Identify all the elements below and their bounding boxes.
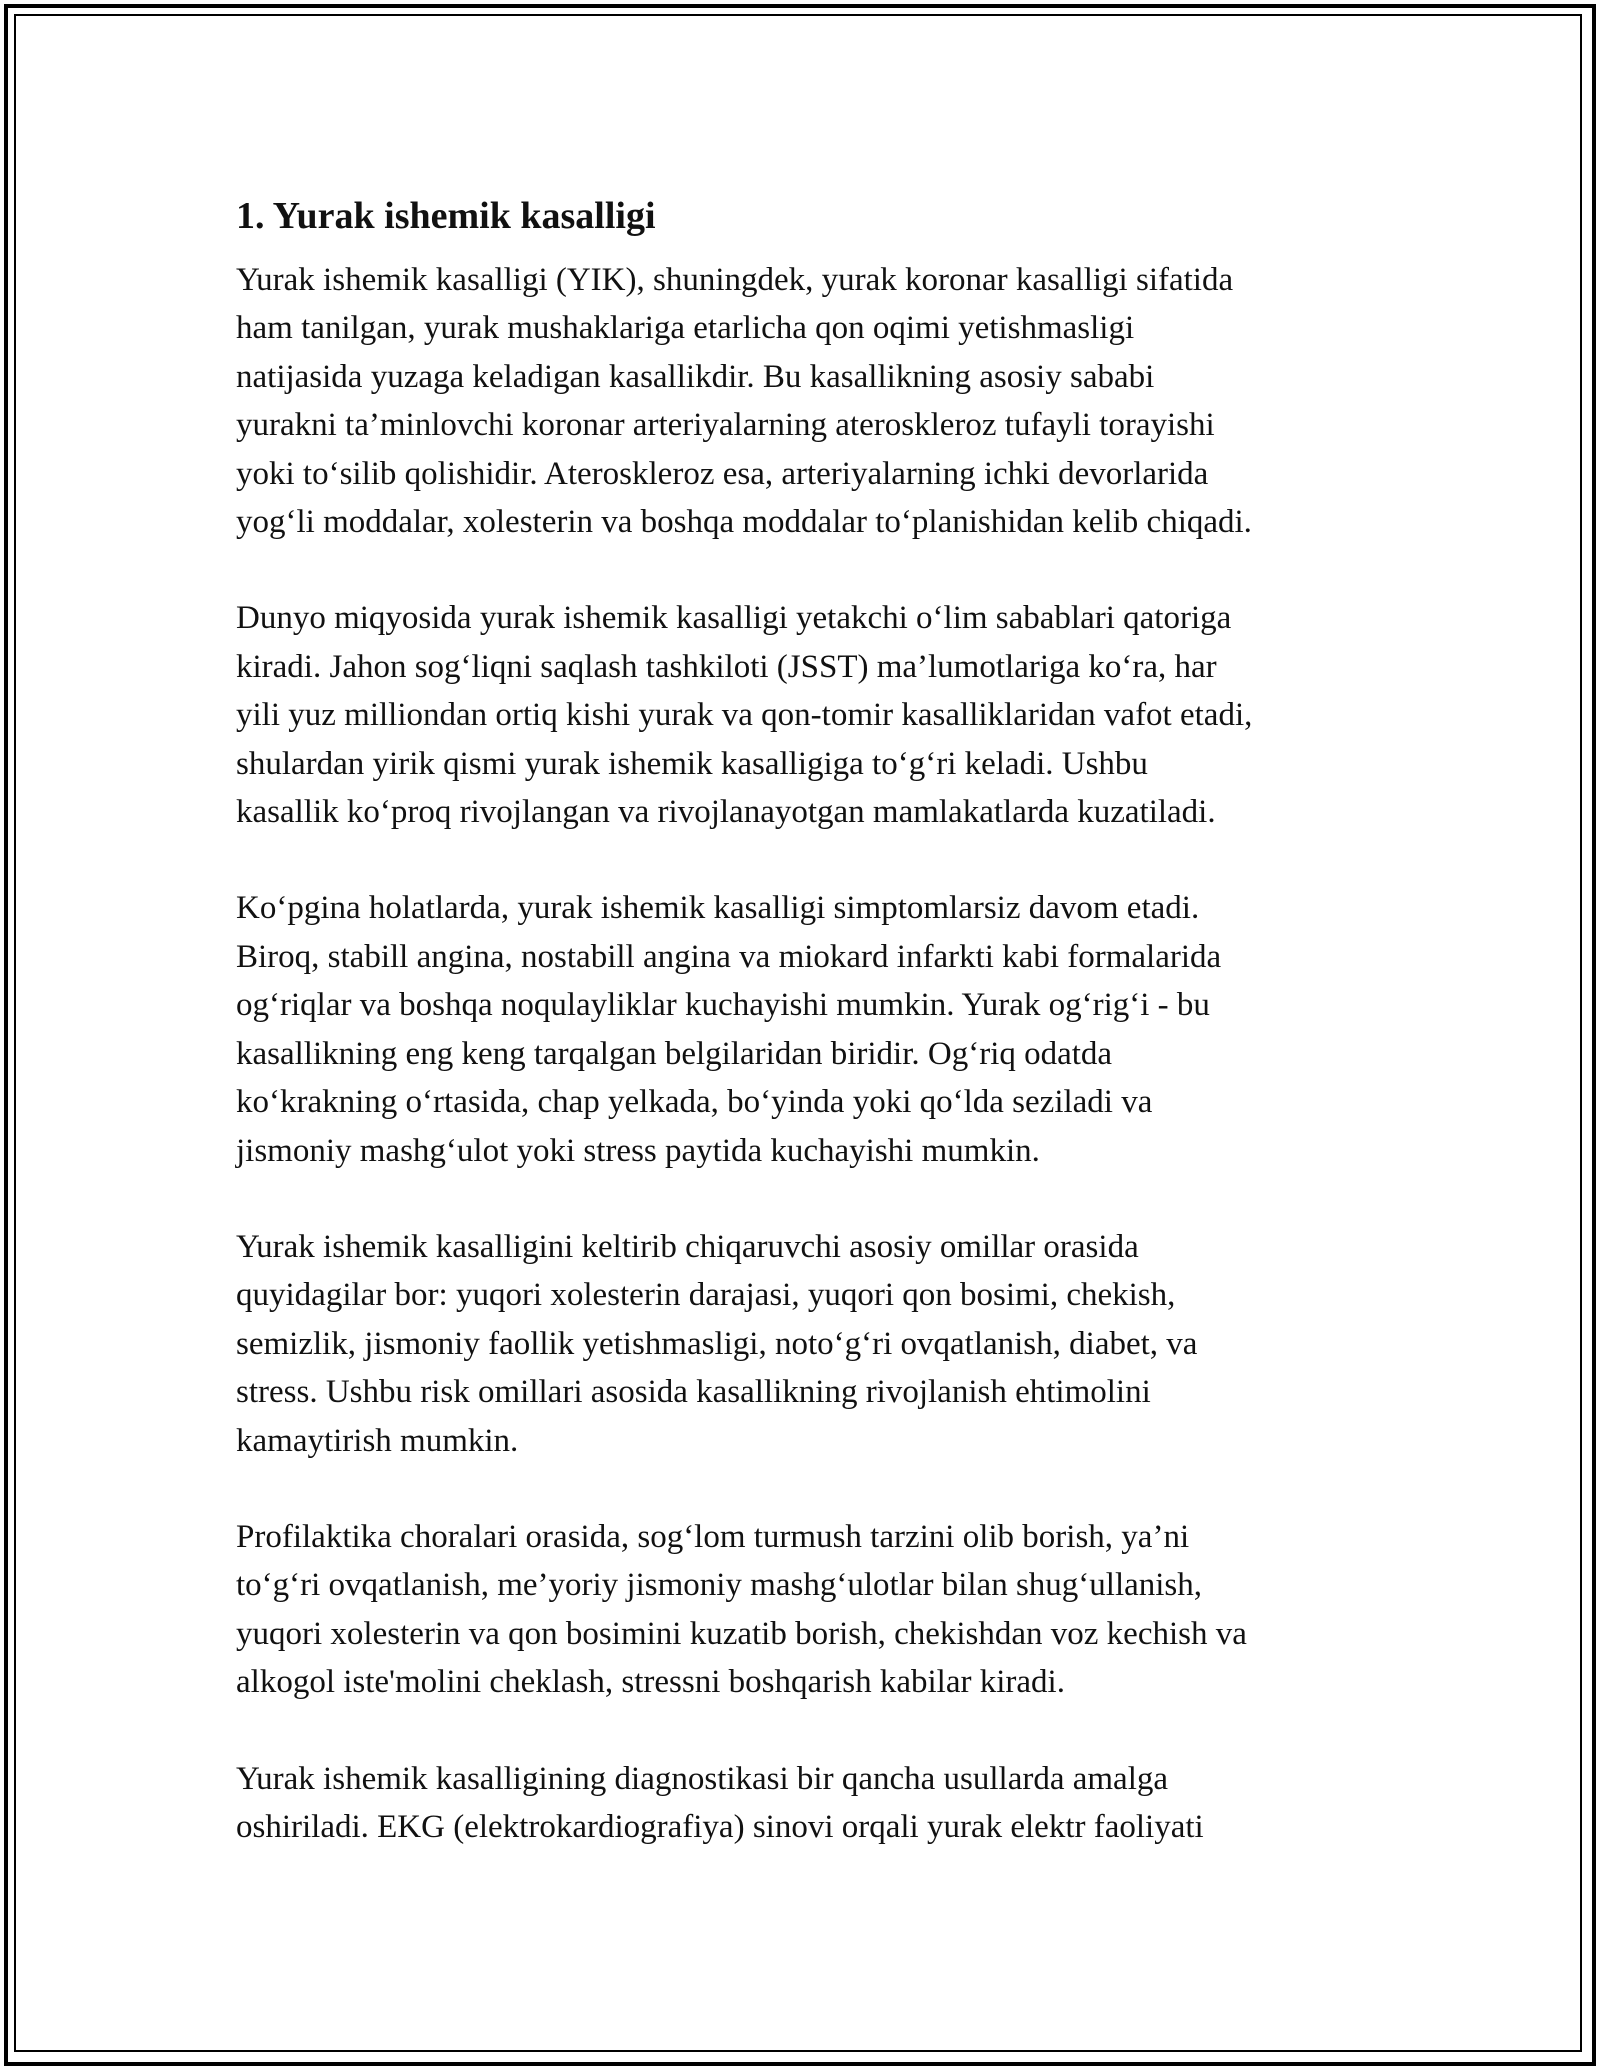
paragraph-symptoms: Ko‘pgina holatlarda, yurak ishemik kasalligi simptomlarsiz davom etadi. Biroq, stabill angina, nostabill angina va miokard infarkti kabi formalarida og‘riqlar va boshqa noqulayliklar kuchayishi mumkin. Yurak og‘rig‘i - bu kasallikning eng keng tarqalgan belgilaridan biridir. Og‘riq odatda ko‘krakning o‘rtasida, chap yelkada, bo‘yinda yoki qo‘lda seziladi va jismoniy mashg‘ulot yoki stress paytida kuchayishi mumkin. [236, 890, 1222, 1169]
document-body [236, 188, 1386, 1851]
paragraph-definition: Yurak ishemik kasalligi (YIK), shuningdek, yurak koronar kasalligi sifatida ham tanilgan, yurak mushaklariga etarlicha qon oqimi yetishmasligi natijasida yuzaga keladigan kasallikdir. Bu kasallikning asosiy sababi yurakni ta’minlovchi koronar arteriyalarning ateroskleroz tufayli torayishi yoki to‘silib qolishidir. Ateroskleroz esa, arteriyalarning ichki devorlarida yog‘li moddalar, xolesterin va boshqa moddalar to‘planishidan kelib chiqadi. [236, 262, 1252, 541]
section-heading: 1. Yurak ishemik kasalligi [236, 195, 656, 237]
paragraph-diagnostics: Yurak ishemik kasalligining diagnostikasi bir qancha usullarda amalga oshiriladi. EKG (elektrokardiografiya) sinovi orqali yurak elektr faoliyati [236, 1760, 1204, 1845]
paragraph-epidemiology: Dunyo miqyosida yurak ishemik kasalligi yetakchi o‘lim sabablari qatoriga kiradi. Jahon sog‘liqni saqlash tashkiloti (JSST) ma’lumotlariga ko‘ra, har yili yuz milliondan ortiq kishi yurak va qon-tomir kasalliklaridan vafot etadi, shulardan yirik qismi yurak ishemik kasalligiga to‘g‘ri keladi. Ushbu kasallik ko‘proq rivojlangan va rivojlanayotgan mamlakatlarda kuzatiladi. [236, 600, 1253, 831]
paragraph-risk-factors: Yurak ishemik kasalligini keltirib chiqaruvchi asosiy omillar orasida quyidagilar bor: yuqori xolesterin darajasi, yuqori qon bosimi, chekish, semizlik, jismoniy faollik yetishmasligi, noto‘g‘ri ovqatlanish, diabet, va stress. Ushbu risk omillari asosida kasallikning rivojlanish ehtimolini kamaytirish mumkin. [236, 1228, 1198, 1459]
paragraph-prevention: Profilaktika choralari orasida, sog‘lom turmush tarzini olib borish, ya’ni to‘g‘ri ovqatlanish, me’yoriy jismoniy mashg‘ulotlar bilan shug‘ullanish, yuqori xolesterin va qon bosimini kuzatib borish, chekishdan voz kechish va alkogol iste'molini cheklash, stressni boshqarish kabilar kiradi. [236, 1518, 1247, 1701]
